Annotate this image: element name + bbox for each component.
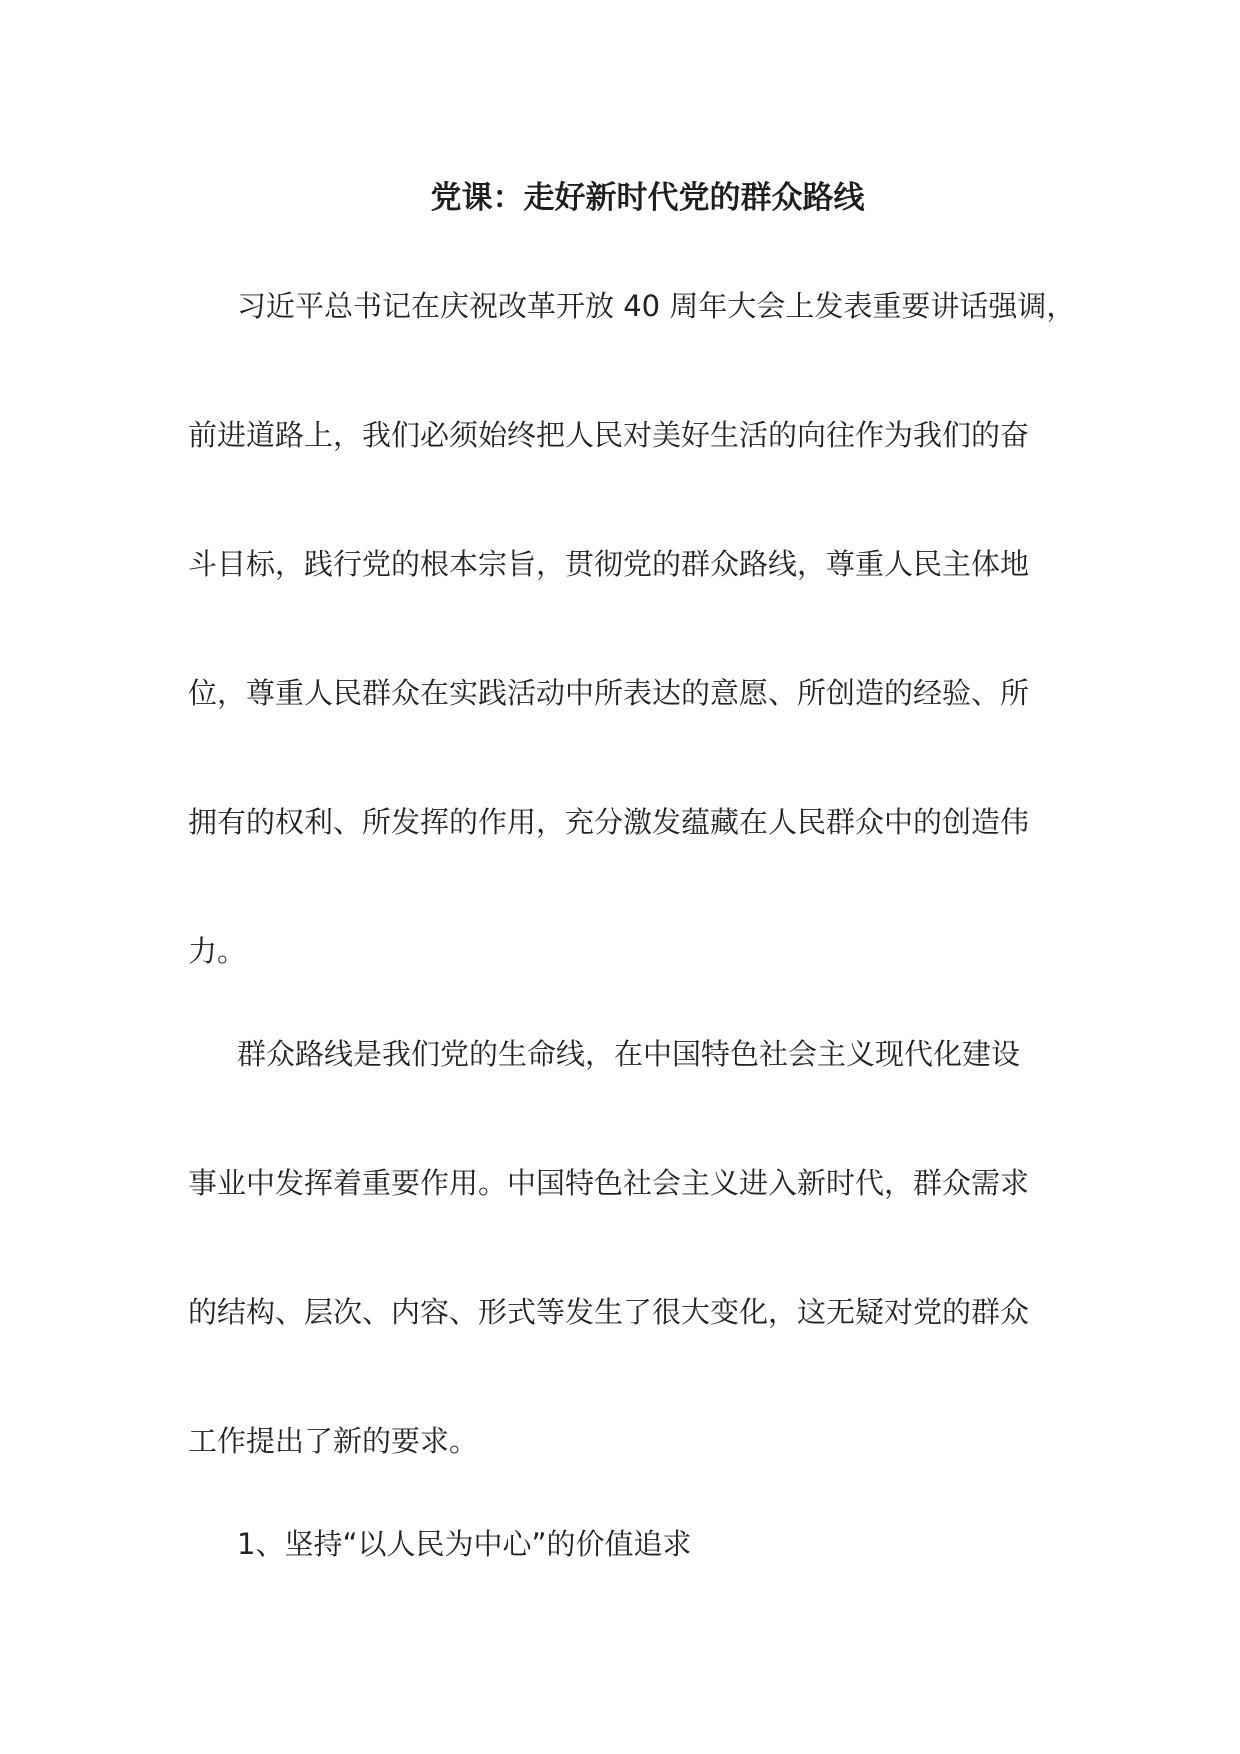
section-heading-line: 1、坚持“以人民为中心”的价值追求 [237, 1527, 692, 1561]
paragraph-line: 拥有的权利、所发挥的作用，充分激发蕴藏在人民群众中的创造伟 [188, 805, 1030, 839]
paragraph-line: 斗目标，践行党的根本宗旨，贯彻党的群众路线，尊重人民主体地 [188, 547, 1030, 581]
paragraph-line: 事业中发挥着重要作用。中国特色社会主义进入新时代，群众需求 [188, 1166, 1030, 1200]
paragraph-line: 的结构、层次、内容、形式等发生了很大变化，这无疑对党的群众 [188, 1295, 1030, 1329]
paragraph-line: 工作提出了新的要求。 [188, 1424, 479, 1458]
paragraph-line: 前进道路上，我们必须始终把人民对美好生活的向往作为我们的奋 [188, 418, 1030, 452]
paragraph-line: 习近平总书记在庆祝改革开放 40 周年大会上发表重要讲话强调， [237, 289, 1076, 323]
paragraph-line: 力。 [188, 934, 247, 968]
paragraph-line: 位，尊重人民群众在实践活动中所表达的意愿、所创造的经验、所 [188, 676, 1030, 710]
document-title: 党课：走好新时代党的群众路线 [430, 180, 865, 216]
paragraph-line: 群众路线是我们党的生命线，在中国特色社会主义现代化建设 [237, 1037, 1021, 1071]
